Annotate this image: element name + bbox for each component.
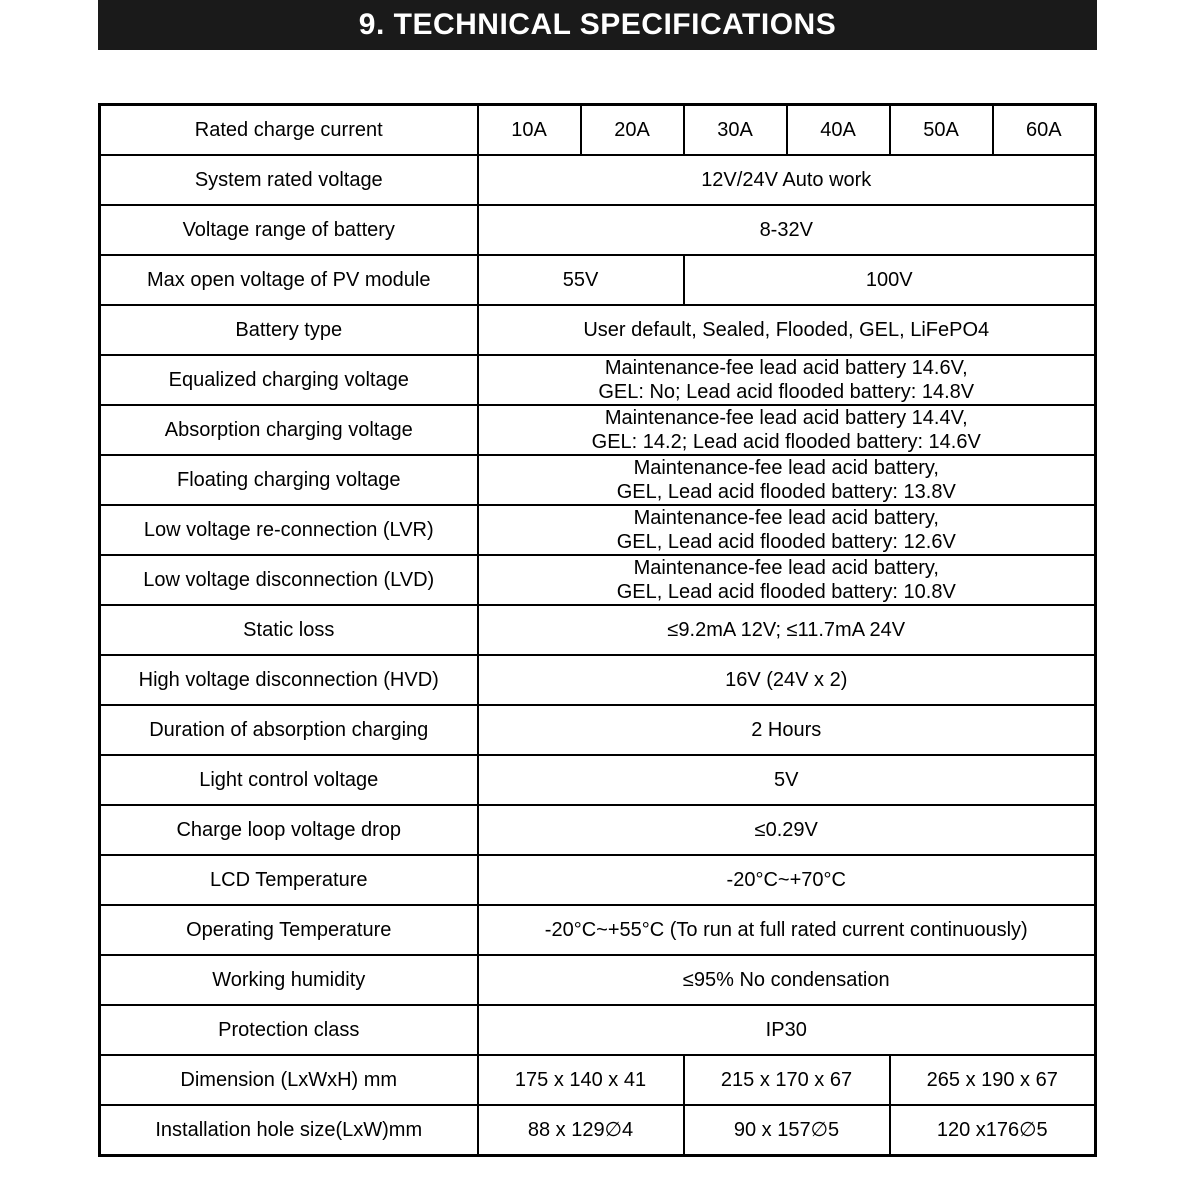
row-label: Max open voltage of PV module — [100, 255, 478, 305]
table-row-rated-charge-current — [100, 105, 1096, 156]
value-cell: 120 x176∅5 — [890, 1105, 1096, 1156]
value-cell: -20°C~+55°C (To run at full rated current continuously) — [478, 905, 1096, 955]
row-label: Protection class — [100, 1005, 478, 1055]
row-label: Low voltage re-connection (LVR) — [100, 505, 478, 555]
row-label: Voltage range of battery — [100, 205, 478, 255]
value-cell: 8-32V — [478, 205, 1096, 255]
table-row-low-voltage-disconnection — [100, 555, 1096, 605]
table-row-lcd-temperature — [100, 855, 1096, 905]
table-row-static-loss — [100, 605, 1096, 655]
table-row-battery-type — [100, 305, 1096, 355]
value-cell: 60A — [993, 105, 1096, 156]
row-label: Battery type — [100, 305, 478, 355]
value-cell: 20A — [581, 105, 684, 156]
row-label: Charge loop voltage drop — [100, 805, 478, 855]
value-cell: -20°C~+70°C — [478, 855, 1096, 905]
table-row-absorption-charging-voltage — [100, 405, 1096, 455]
section-title-bar — [98, 0, 1097, 50]
value-cell: 265 x 190 x 67 — [890, 1055, 1096, 1105]
technical-specifications-table — [98, 103, 1097, 1157]
row-label: Duration of absorption charging — [100, 705, 478, 755]
value-cell: 30A — [684, 105, 787, 156]
row-label: LCD Temperature — [100, 855, 478, 905]
table-row-duration-absorption-charging — [100, 705, 1096, 755]
row-label: Dimension (LxWxH) mm — [100, 1055, 478, 1105]
row-label: High voltage disconnection (HVD) — [100, 655, 478, 705]
table-row-low-voltage-reconnection — [100, 505, 1096, 555]
table-row-operating-temperature — [100, 905, 1096, 955]
value-cell: Maintenance-fee lead acid battery 14.4V, GEL: 14.2; Lead acid flooded battery: 14.6V — [478, 405, 1096, 455]
section-title: 9. TECHNICAL SPECIFICATIONS — [358, 8, 837, 41]
row-label: Light control voltage — [100, 755, 478, 805]
value-cell: 90 x 157∅5 — [684, 1105, 890, 1156]
value-cell: ≤95% No condensation — [478, 955, 1096, 1005]
table-row-voltage-range-of-battery — [100, 205, 1096, 255]
table-row-equalized-charging-voltage — [100, 355, 1096, 405]
row-label: Floating charging voltage — [100, 455, 478, 505]
row-label: System rated voltage — [100, 155, 478, 205]
value-cell: 55V — [478, 255, 684, 305]
value-cell: Maintenance-fee lead acid battery, GEL, Lead acid flooded battery: 10.8V — [478, 555, 1096, 605]
value-cell: 10A — [478, 105, 581, 156]
table-row-system-rated-voltage — [100, 155, 1096, 205]
table-row-installation-hole-size — [100, 1105, 1096, 1156]
value-cell: User default, Sealed, Flooded, GEL, LiFePO4 — [478, 305, 1096, 355]
table-row-working-humidity — [100, 955, 1096, 1005]
value-cell: 50A — [890, 105, 993, 156]
value-cell: 2 Hours — [478, 705, 1096, 755]
row-label: Working humidity — [100, 955, 478, 1005]
value-cell: Maintenance-fee lead acid battery 14.6V, GEL: No; Lead acid flooded battery: 14.8V — [478, 355, 1096, 405]
value-cell: Maintenance-fee lead acid battery, GEL, Lead acid flooded battery: 13.8V — [478, 455, 1096, 505]
value-cell: 12V/24V Auto work — [478, 155, 1096, 205]
row-label: Equalized charging voltage — [100, 355, 478, 405]
row-label: Absorption charging voltage — [100, 405, 478, 455]
table-row-light-control-voltage — [100, 755, 1096, 805]
row-label: Installation hole size(LxW)mm — [100, 1105, 478, 1156]
value-cell: 100V — [684, 255, 1096, 305]
value-cell: 5V — [478, 755, 1096, 805]
table-row-max-open-voltage — [100, 255, 1096, 305]
table-row-dimension — [100, 1055, 1096, 1105]
table-row-floating-charging-voltage — [100, 455, 1096, 505]
value-cell: 88 x 129∅4 — [478, 1105, 684, 1156]
table-row-protection-class — [100, 1005, 1096, 1055]
value-cell: Maintenance-fee lead acid battery, GEL, Lead acid flooded battery: 12.6V — [478, 505, 1096, 555]
table-row-high-voltage-disconnection — [100, 655, 1096, 705]
value-cell: 175 x 140 x 41 — [478, 1055, 684, 1105]
value-cell: IP30 — [478, 1005, 1096, 1055]
row-label: Operating Temperature — [100, 905, 478, 955]
value-cell: 16V (24V x 2) — [478, 655, 1096, 705]
row-label: Static loss — [100, 605, 478, 655]
value-cell: ≤0.29V — [478, 805, 1096, 855]
value-cell: 215 x 170 x 67 — [684, 1055, 890, 1105]
row-label: Rated charge current — [100, 105, 478, 156]
value-cell: ≤9.2mA 12V; ≤11.7mA 24V — [478, 605, 1096, 655]
table-row-charge-loop-voltage-drop — [100, 805, 1096, 855]
value-cell: 40A — [787, 105, 890, 156]
row-label: Low voltage disconnection (LVD) — [100, 555, 478, 605]
